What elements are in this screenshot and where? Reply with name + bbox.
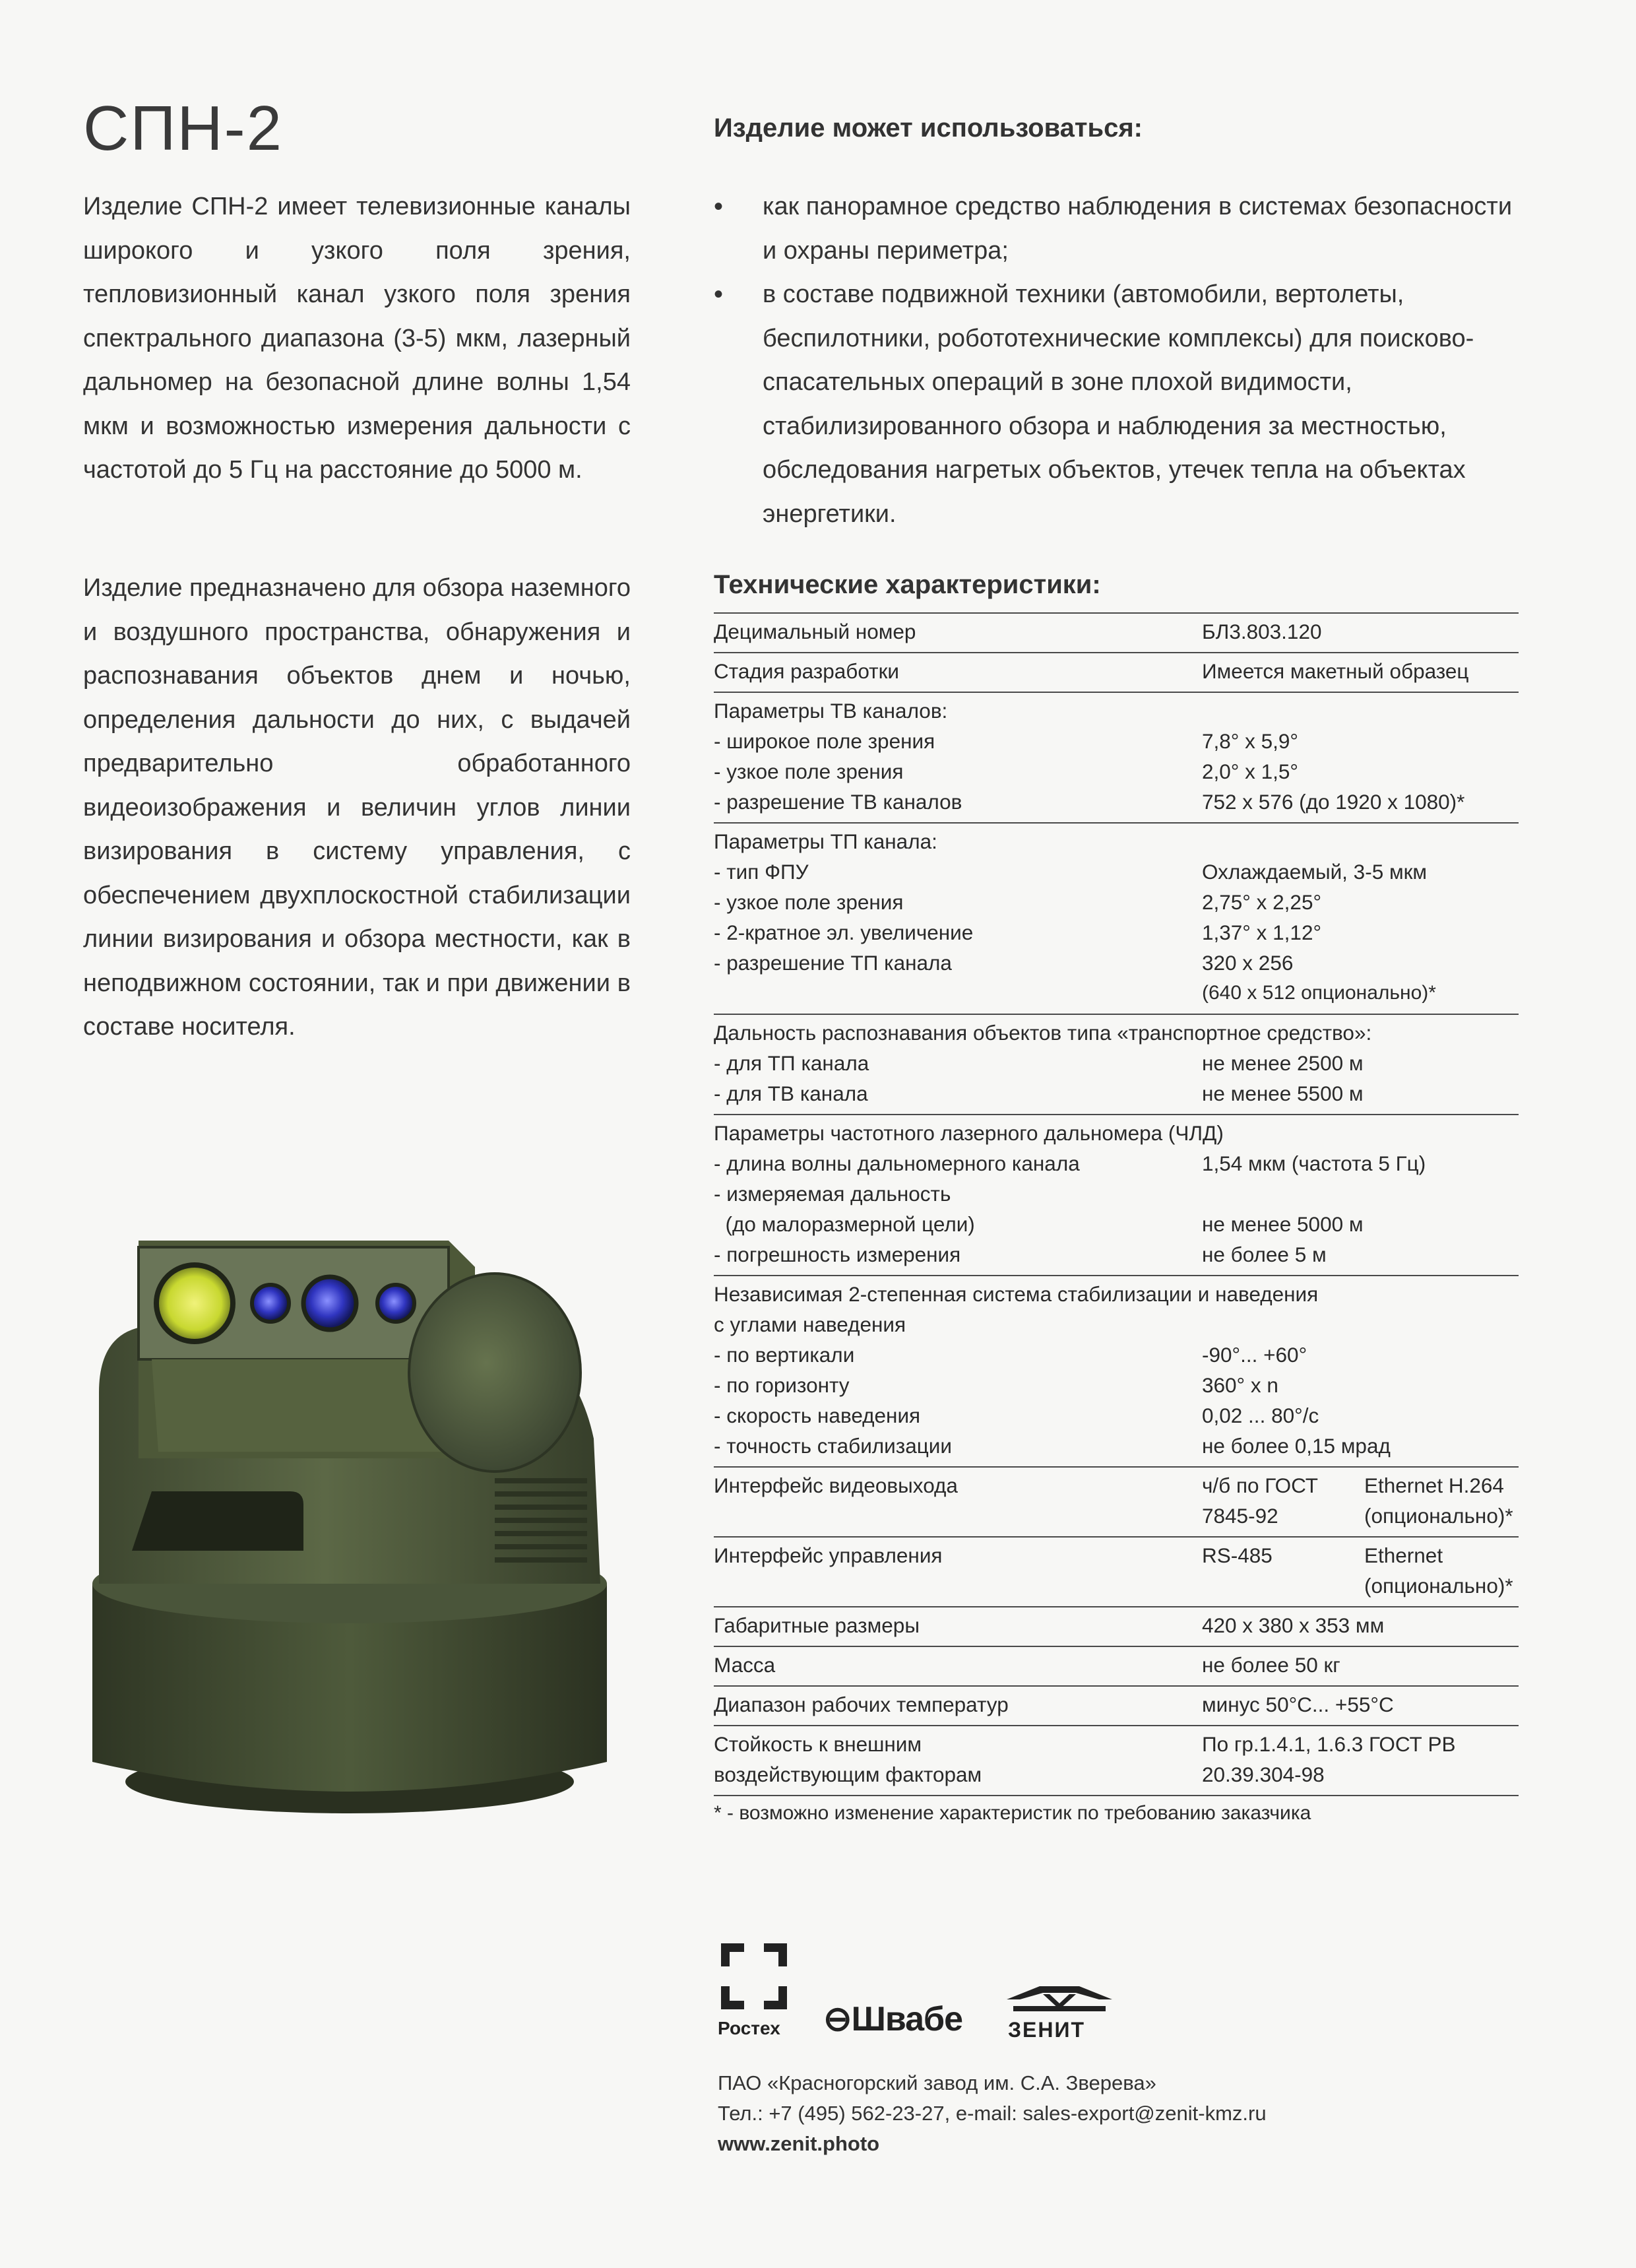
spec-label: Стадия разработки — [714, 659, 899, 683]
spec-value: не более 50 кг — [1202, 1653, 1340, 1677]
spec-group-header: Параметры ТП канала: — [714, 829, 937, 853]
device-cutout — [132, 1491, 303, 1551]
device-image — [73, 1241, 640, 1821]
lens-thermal — [156, 1265, 233, 1342]
spec-label: - разрешение ТП канала — [714, 951, 952, 975]
spec-label: - узкое поле зрения — [714, 890, 904, 914]
contact-phone-email: Тел.: +7 (495) 562-23-27, e-mail: sales-export@zenit-kmz.ru — [718, 2102, 1267, 2125]
spec-row-control-interface — [714, 1536, 1519, 1606]
spec-value: 360° x n — [1202, 1373, 1278, 1397]
spec-label: Стойкость к внешним — [714, 1732, 922, 1756]
spec-value: 0,02 ... 80°/с — [1202, 1404, 1319, 1427]
specs-heading: Технические характеристики: — [714, 570, 1101, 599]
zenit-logo-icon — [1007, 1980, 1112, 2019]
spec-label: - узкое поле зрения — [714, 760, 904, 783]
spec-label: - 2-кратное эл. увеличение — [714, 921, 974, 944]
spec-group-stabilization — [714, 1275, 1519, 1466]
spec-label: Интерфейс видеовыхода — [714, 1474, 958, 1497]
spec-row-resistance — [714, 1725, 1519, 1795]
spec-value: Имеется макетный образец — [1202, 659, 1469, 683]
spec-label: - для ТП канала — [714, 1051, 869, 1075]
spec-value: (опционально)* — [1364, 1504, 1513, 1528]
spec-value: -90°... +60° — [1202, 1343, 1307, 1367]
spec-label: - тип ФПУ — [714, 860, 809, 884]
spec-value: 2,0° x 1,5° — [1202, 760, 1299, 783]
spec-value: 2,75° x 2,25° — [1202, 890, 1322, 914]
spec-label: - погрешность измерения — [714, 1243, 961, 1266]
company-name: ПАО «Красногорский завод им. С.А. Зверева» — [718, 2071, 1156, 2094]
spec-label: - для ТВ канала — [714, 1082, 868, 1105]
spec-value: (опционально)* — [1364, 1574, 1513, 1598]
uses-list — [714, 185, 1525, 536]
specs-footnote: * - возможно изменение характеристик по требованию заказчика — [714, 1795, 1519, 1828]
spec-label: Диапазон рабочих температур — [714, 1693, 1009, 1716]
spec-group-header: Параметры частотного лазерного дальномера (ЧЛД) — [714, 1121, 1224, 1145]
spec-label: - измеряемая дальность — [714, 1182, 951, 1206]
spec-row-stage — [714, 652, 1519, 692]
description-paragraph-2: Изделие предназначено для обзора наземного и воздушного пространства, обнаружения и распознавания объектов днем и ночью, определения дальности до них, с выдачей предварительно обработанного видеоизображения и величин углов линии визирования в систему управления, с обеспечением двухплоскостной стабилизации линии визирования и обзора местности, как в неподвижном состоянии, так и при движении в составе носителя. — [83, 574, 631, 1041]
spec-label: - разрешение ТВ каналов — [714, 790, 962, 814]
spec-group-range — [714, 1014, 1519, 1114]
lens-small-1 — [252, 1285, 289, 1322]
zenit-logo-text: ЗЕНИТ — [1008, 2018, 1086, 2042]
spec-label: - по вертикали — [714, 1343, 855, 1367]
specs-table — [714, 612, 1519, 1828]
spec-group-header: Дальность распознавания объектов типа «транспортное средство»: — [714, 1021, 1372, 1045]
spec-value: 7,8° x 5,9° — [1202, 729, 1299, 753]
spec-label: - точность стабилизации — [714, 1434, 952, 1458]
spec-label: - скорость наведения — [714, 1404, 921, 1427]
spec-value: БЛ3.803.120 — [1202, 620, 1322, 643]
spec-row-video-interface — [714, 1466, 1519, 1536]
spec-value: Ethernet H.264 — [1364, 1474, 1504, 1497]
spec-label: Габаритные размеры — [714, 1613, 920, 1637]
spec-value: 20.39.304-98 — [1202, 1763, 1325, 1786]
spec-value: Ethernet — [1364, 1543, 1443, 1567]
spec-value: не менее 5500 м — [1202, 1082, 1364, 1105]
description-paragraph-1: Изделие СПН-2 имеет телевизионные каналы широкого и узкого поля зрения, тепловизионный канал узкого поля зрения спектрального диапазона (3-5) мкм, лазерный дальномер на безопасной длине волны 1,54 мкм и возможностью измерения дальности с частотой до 5 Гц на расстояние до 5000 м. — [83, 193, 631, 484]
page-title: СПН-2 — [83, 93, 284, 164]
spec-value: 320 x 256 — [1202, 951, 1294, 975]
spec-group-header: Независимая 2-степенная система стабилизации и наведения — [714, 1282, 1319, 1306]
spec-row-temperature — [714, 1685, 1519, 1725]
spec-value: не более 5 м — [1202, 1243, 1327, 1266]
lens-small-2 — [377, 1285, 414, 1322]
spec-value: не менее 2500 м — [1202, 1051, 1364, 1075]
uses-item: • в составе подвижной техники (автомобили, вертолеты, беспилотники, робототехнические комплексы) для поисково-спасательных операций в зоне плохой видимости, стабилизированного обзора и наблюдения за местностью, обследования нагретых объектов, утечек тепла на объектах энергетики. — [714, 273, 1525, 536]
lens-tv — [303, 1277, 356, 1330]
spec-row-decimal — [714, 612, 1519, 652]
spec-value: не менее 5000 м — [1202, 1212, 1364, 1236]
spec-value: 7845-92 — [1202, 1504, 1278, 1528]
rostec-logo-text: Ростех — [718, 2018, 780, 2038]
spec-group-tv — [714, 692, 1519, 822]
contact-block — [718, 2068, 1267, 2159]
spec-group-laser — [714, 1114, 1519, 1275]
spec-label: (до малоразмерной цели) — [714, 1212, 975, 1236]
rostec-logo-icon — [718, 1940, 790, 2013]
spec-label: - по горизонту — [714, 1373, 850, 1397]
spec-label: Интерфейс управления — [714, 1543, 943, 1567]
spec-label: - широкое поле зрения — [714, 729, 935, 753]
spec-value: 752 x 576 (до 1920 x 1080)* — [1202, 790, 1465, 814]
spec-label: Масса — [714, 1653, 776, 1677]
spec-group-header: Параметры ТВ каналов: — [714, 699, 948, 723]
spec-value: 420 x 380 x 353 мм — [1202, 1613, 1385, 1637]
device-side-disk — [409, 1274, 581, 1472]
spec-value: По гр.1.4.1, 1.6.3 ГОСТ РВ — [1202, 1732, 1456, 1756]
spec-row-dimensions — [714, 1606, 1519, 1646]
spec-value: RS-485 — [1202, 1543, 1273, 1567]
uses-heading: Изделие может использоваться: — [714, 113, 1143, 143]
website-link[interactable]: www.zenit.photo — [718, 2132, 880, 2155]
device-head-front — [152, 1359, 449, 1452]
spec-row-mass — [714, 1646, 1519, 1685]
spec-value: Охлаждаемый, 3-5 мкм — [1202, 860, 1428, 884]
logos — [718, 1940, 1127, 2052]
spec-group-header: с углами наведения — [714, 1312, 906, 1336]
shvabe-logo: ⊖Швабе — [823, 2000, 963, 2038]
spec-value: (640 x 512 опционально)* — [1202, 982, 1436, 1004]
spec-value: ч/б по ГОСТ — [1202, 1474, 1319, 1497]
spec-value: минус 50°С... +55°С — [1202, 1693, 1394, 1716]
uses-item: • как панорамное средство наблюдения в системах безопасности и охраны периметра; — [714, 185, 1525, 273]
spec-label: Децимальный номер — [714, 620, 916, 643]
spec-label: - длина волны дальномерного канала — [714, 1151, 1080, 1175]
spec-group-tp — [714, 822, 1519, 1014]
spec-value: 1,54 мкм (частота 5 Гц) — [1202, 1151, 1426, 1175]
spec-label: воздействующим факторам — [714, 1763, 982, 1786]
spec-value: 1,37° x 1,12° — [1202, 921, 1322, 944]
spec-value: не более 0,15 мрад — [1202, 1434, 1391, 1458]
